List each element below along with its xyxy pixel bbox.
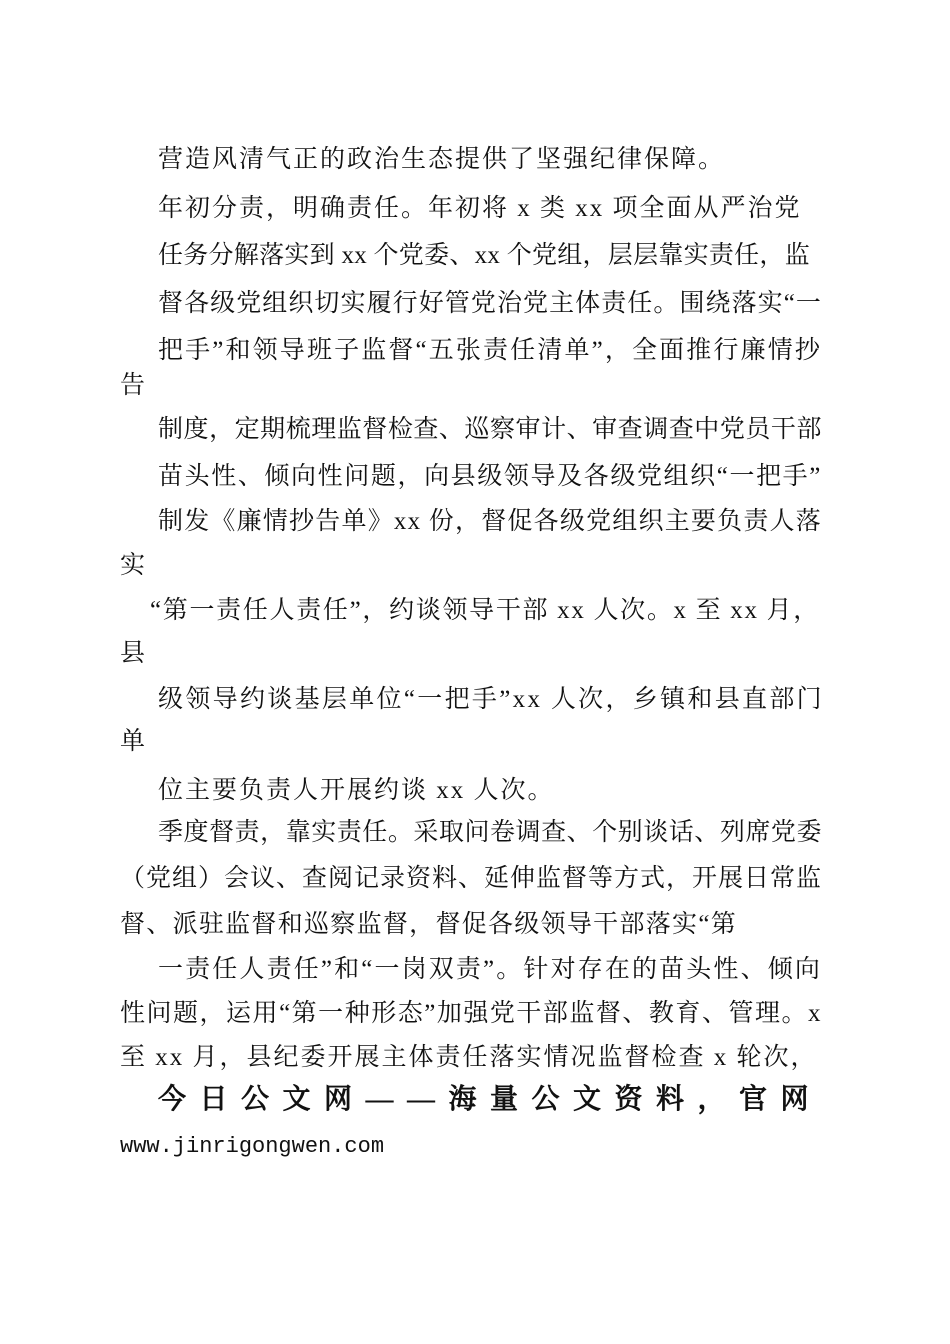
text-line: 营造风清气正的政治生态提供了坚强纪律保障。 (158, 146, 726, 173)
text-line: 任务分解落实到 xx 个党委、xx 个党组，层层靠实责任，监 (158, 242, 810, 269)
text-line: 单 (120, 728, 148, 755)
text-line: 督各级党组织切实履行好管党治党主体责任。围绕落实“一 (158, 290, 822, 317)
text-line: “第一责任人责任”，约谈领导干部 xx 人次。x 至 xx 月， (150, 597, 820, 624)
text-line: 至 xx 月，县纪委开展主体责任落实情况监督检查 x 轮次， (120, 1044, 818, 1071)
footer-title: 今日公文网——海量公文资料，官网 (158, 1084, 822, 1115)
text-line: 位主要负责人开展约谈 xx 人次。 (158, 777, 555, 804)
text-line: 县 (120, 640, 148, 667)
text-line: 苗头性、倾向性问题，向县级领导及各级党组织“一把手” (158, 463, 822, 490)
text-line: 年初分责，明确责任。年初将 x 类 xx 项全面从严治党 (158, 195, 802, 222)
text-line: 性问题，运用“第一种形态”加强党干部监督、教育、管理。x (120, 1000, 822, 1027)
footer-url[interactable]: www.jinrigongwen.com (120, 1134, 385, 1159)
text-line: 督、派驻监督和巡察监督，督促各级领导干部落实“第 (120, 911, 737, 938)
text-line: 制度，定期梳理监督检查、巡察审计、审查调查中党员干部 (158, 416, 822, 443)
text-line: 实 (120, 552, 148, 579)
text-line: 一责任人责任”和“一岗双责”。针对存在的苗头性、倾向 (158, 956, 822, 983)
text-line: 告 (120, 372, 148, 399)
text-line: 制发《廉情抄告单》xx 份，督促各级党组织主要负责人落 (158, 508, 822, 535)
text-line: 季度督责，靠实责任。采取问卷调查、个别谈话、列席党委 (158, 819, 822, 846)
text-line: 把手”和领导班子监督“五张责任清单”，全面推行廉情抄 (158, 337, 822, 364)
text-line: （党组）会议、查阅记录资料、延伸监督等方式，开展日常监 (120, 865, 822, 892)
text-line: 级领导约谈基层单位“一把手”xx 人次，乡镇和县直部门 (158, 686, 824, 713)
